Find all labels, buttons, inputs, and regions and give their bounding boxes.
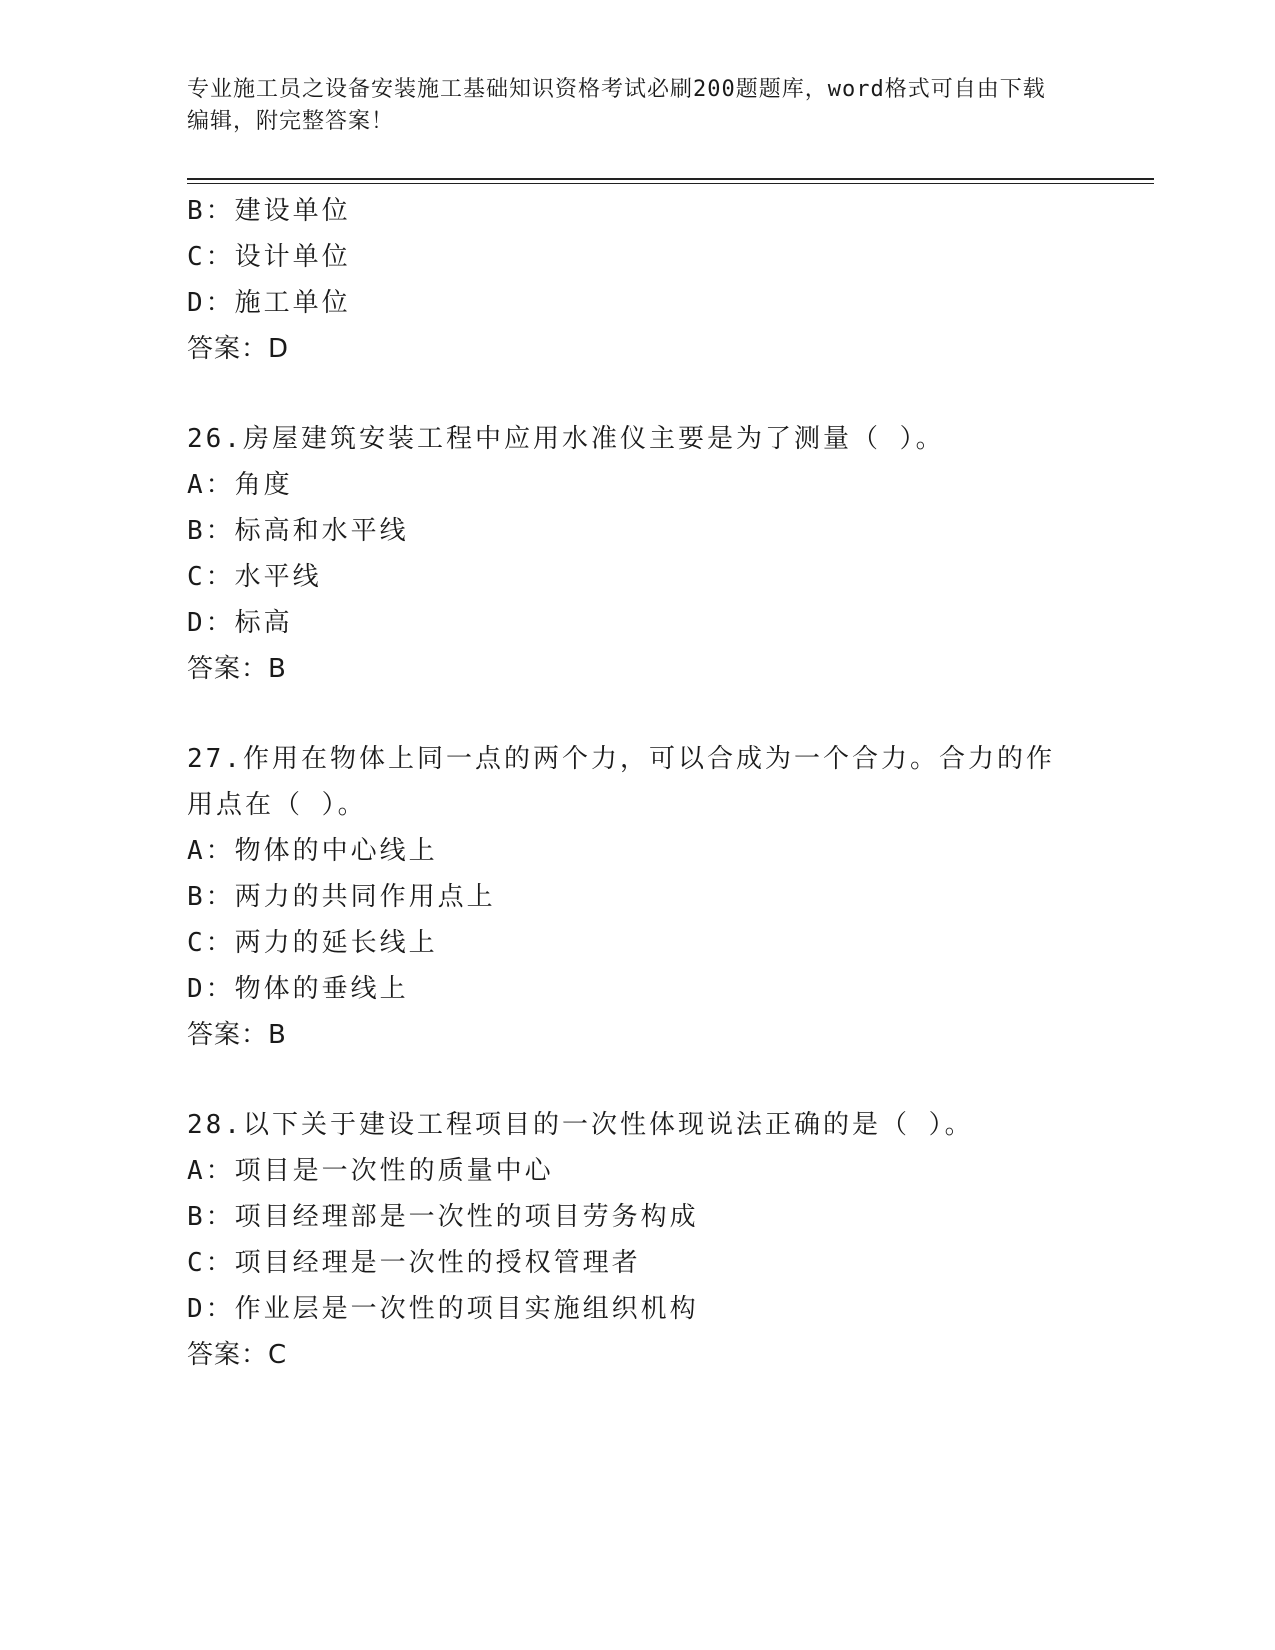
question-stem: 26.房屋建筑安装工程中应用水准仪主要是为了测量（ ）。 [187,424,945,454]
page-header: 专业施工员之设备安装施工基础知识资格考试必刷200题题库，word格式可自由下载编辑，附完整答案！ [187,77,1046,134]
option-a: A：物体的中心线上 [187,836,438,866]
question-list [187,188,1087,1378]
answer-line: 答案：D [187,334,290,364]
option-c: C：两力的延长线上 [187,928,438,958]
answer-line: 答案：C [187,1340,288,1370]
question-item-28 [187,1102,1087,1378]
option-c: C：项目经理是一次性的授权管理者 [187,1248,641,1278]
option-b: B：两力的共同作用点上 [187,882,496,912]
spacer [187,692,1087,736]
answer-line: 答案：B [187,1020,287,1050]
option-b: B：项目经理部是一次性的项目劳务构成 [187,1202,699,1232]
spacer [187,372,1087,416]
question-item-26 [187,416,1087,692]
question-item-27 [187,736,1087,1058]
option-d: D：施工单位 [187,288,351,318]
answer-line: 答案：B [187,654,287,684]
question-stem: 27.作用在物体上同一点的两个力，可以合成为一个合力。合力的作用点在（ ）。 [187,744,1055,820]
option-b: B：标高和水平线 [187,516,409,546]
option-a: A：项目是一次性的质量中心 [187,1156,554,1186]
question-stem: 28.以下关于建设工程项目的一次性体现说法正确的是（ ）。 [187,1110,974,1140]
question-fragment [187,188,1087,372]
option-d: D：作业层是一次性的项目实施组织机构 [187,1294,699,1324]
option-d: D：物体的垂线上 [187,974,409,1004]
option-d: D：标高 [187,608,293,638]
header-divider-thick [187,178,1154,180]
option-b: B：建设单位 [187,196,351,226]
header-divider-thin [187,183,1154,184]
option-c: C：水平线 [187,562,322,592]
spacer [187,1058,1087,1102]
option-c: C：设计单位 [187,242,351,272]
option-a: A：角度 [187,470,293,500]
